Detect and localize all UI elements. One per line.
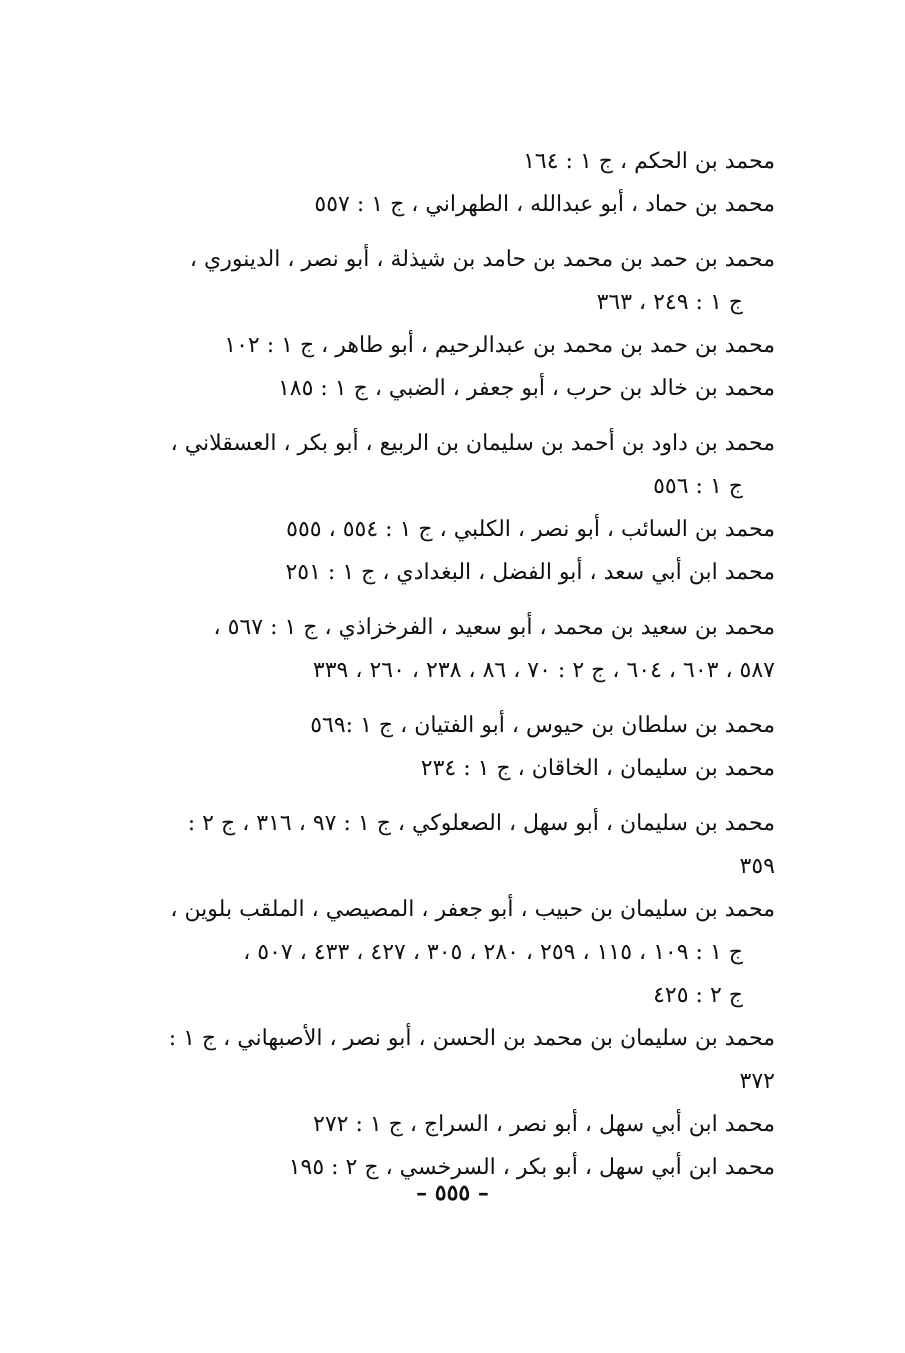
index-entry bbox=[125, 606, 775, 692]
entry-text: محمد بن خالد بن حرب ، أبو جعفر ، الضبي ، ج ١ : ١٨٥ bbox=[277, 376, 775, 401]
entry-continuation: ج ١ : ٥٥٦ bbox=[653, 474, 743, 499]
index-entry bbox=[125, 367, 775, 410]
entry-continuation: ٣٧٢ bbox=[739, 1069, 775, 1094]
entry-continuation: ٣٥٩ bbox=[739, 854, 775, 879]
entry-continuation: ج ٢ : ٤٢٥ bbox=[653, 983, 743, 1008]
entry-continuation: ٥٨٧ ، ٦٠٣ ، ٦٠٤ ، ج ٢ : ٧٠ ، ٨٦ ، ٢٣٨ ، ٢٦٠ ، ٣٣٩ bbox=[312, 658, 775, 683]
index-entry bbox=[125, 238, 775, 324]
entry-text: محمد بن داود بن أحمد بن سليمان بن الربيع ، أبو بكر ، العسقلاني ، bbox=[170, 431, 775, 456]
index-entries bbox=[125, 140, 775, 1189]
entry-text: محمد ابن أبي سعد ، أبو الفضل ، البغدادي ، ج ١ : ٢٥١ bbox=[285, 560, 775, 585]
index-entry bbox=[125, 704, 775, 747]
entry-text: محمد بن السائب ، أبو نصر ، الكلبي ، ج ١ : ٥٥٤ ، ٥٥٥ bbox=[286, 517, 775, 542]
index-entry bbox=[125, 508, 775, 551]
entry-text: محمد بن سليمان ، الخاقان ، ج ١ : ٢٣٤ bbox=[420, 756, 775, 781]
index-entry bbox=[125, 1017, 775, 1103]
entry-text: محمد بن الحكم ، ج ١ : ١٦٤ bbox=[523, 149, 775, 174]
index-entry bbox=[125, 140, 775, 183]
index-entry bbox=[125, 551, 775, 594]
entry-text: محمد بن حماد ، أبو عبدالله ، الطهراني ، ج ١ : ٥٥٧ bbox=[314, 192, 775, 217]
entry-text: محمد ابن أبي سهل ، أبو نصر ، السراج ، ج ١ : ٢٧٢ bbox=[313, 1112, 775, 1137]
entry-text: محمد بن سليمان بن حبيب ، أبو جعفر ، المصيصي ، الملقب بلوين ، bbox=[170, 897, 775, 922]
entry-text: محمد بن حمد بن محمد بن عبدالرحيم ، أبو طاهر ، ج ١ : ١٠٢ bbox=[224, 333, 775, 358]
entry-text: محمد بن سليمان بن محمد بن الحسن ، أبو نصر ، الأصبهاني ، ج ١ : bbox=[168, 1026, 775, 1051]
page-number: – ٥٥٥ – bbox=[416, 1180, 489, 1206]
index-entry bbox=[125, 183, 775, 226]
entry-text: محمد ابن أبي سهل ، أبو بكر ، السرخسي ، ج ٢ : ١٩٥ bbox=[288, 1155, 775, 1180]
index-entry bbox=[125, 324, 775, 367]
entry-text: محمد بن سلطان بن حيوس ، أبو الفتيان ، ج ١ :٥٦٩ bbox=[310, 713, 775, 738]
index-entry bbox=[125, 1103, 775, 1146]
index-entry bbox=[125, 422, 775, 508]
entry-continuation: ج ١ : ١٠٩ ، ١١٥ ، ٢٥٩ ، ٢٨٠ ، ٣٠٥ ، ٤٢٧ ، ٤٣٣ ، ٥٠٧ ، bbox=[243, 940, 743, 965]
index-entry bbox=[125, 747, 775, 790]
index-entry bbox=[125, 888, 775, 1017]
index-entry bbox=[125, 802, 775, 888]
entry-text: محمد بن سعيد بن محمد ، أبو سعيد ، الفرخزاذي ، ج ١ : ٥٦٧ ، bbox=[213, 615, 775, 640]
entry-text: محمد بن سليمان ، أبو سهل ، الصعلوكي ، ج ١ : ٩٧ ، ٣١٦ ، ج ٢ : bbox=[187, 811, 775, 836]
entry-text: محمد بن حمد بن محمد بن حامد بن شيذلة ، أبو نصر ، الدينوري ، bbox=[189, 247, 775, 272]
entry-continuation: ج ١ : ٢٤٩ ، ٣٦٣ bbox=[596, 290, 743, 315]
